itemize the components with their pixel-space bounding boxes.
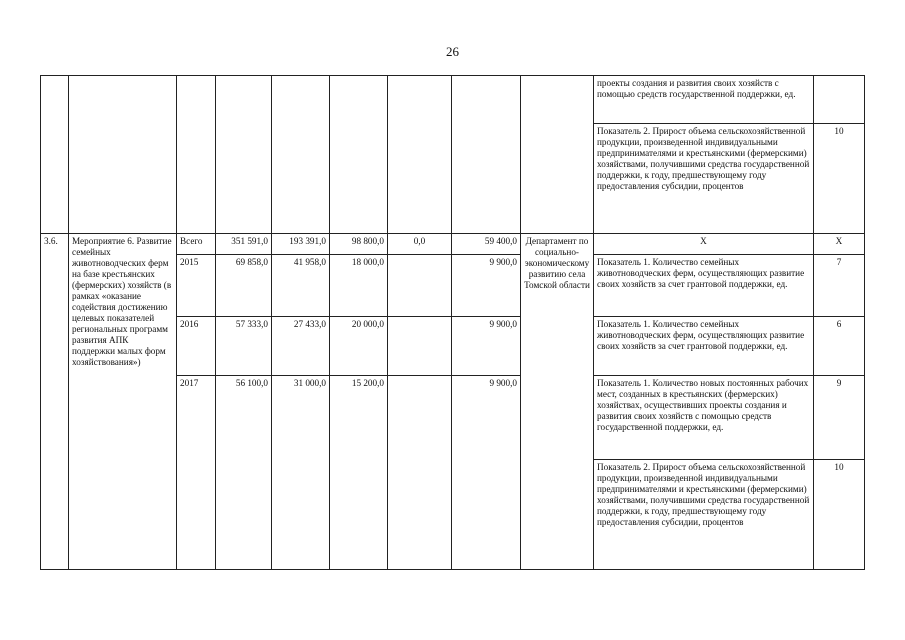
funding-cell	[388, 376, 452, 570]
funding-cell: 98 800,0	[330, 234, 388, 255]
executor-cell	[521, 76, 594, 234]
funding-cell: 15 200,0	[330, 376, 388, 570]
funding-cell	[388, 255, 452, 317]
funding-cell: 9 900,0	[452, 317, 521, 376]
funding-cell	[272, 76, 330, 234]
funding-cell: 59 400,0	[452, 234, 521, 255]
funding-cell: 9 900,0	[452, 255, 521, 317]
measure-name: Мероприятие 6. Развитие семейных животноводческих ферм на базе крестьянских (фермерских) хозяйств (в рамках «оказание содействия достижению целевых показателей региональных программ развития АПК поддержки малых форм хозяйствования»)	[69, 234, 177, 570]
indicator-cell: Показатель 1. Количество семейных животноводческих ферм, осуществляющих развитие своих хозяйств за счет грантовой поддержки, ед.	[594, 255, 814, 317]
funding-cell: 9 900,0	[452, 376, 521, 570]
indicator-cell: Х	[594, 234, 814, 255]
funding-cell: 31 000,0	[272, 376, 330, 570]
measure-code: 3.6.	[41, 234, 69, 570]
funding-cell	[330, 76, 388, 234]
value-cell: 7	[814, 255, 865, 317]
year-cell: 2015	[177, 255, 216, 317]
indicator-cell: Показатель 2. Прирост объема сельскохозяйственной продукции, произведенной индивидуальными предпринимателями и крестьянскими (фермерскими) хозяйствами, получившими средства государственной поддержки, к году, предшествующему году предоставления субсидии, процентов	[594, 460, 814, 570]
executor-cell: Департамент по социально-экономическому развитию села Томской области	[521, 234, 594, 570]
total-cell: 56 100,0	[216, 376, 272, 570]
funding-cell	[388, 317, 452, 376]
year-cell	[177, 76, 216, 234]
table-row	[41, 76, 865, 124]
value-cell: 9	[814, 376, 865, 460]
value-cell	[814, 76, 865, 124]
funding-cell	[452, 76, 521, 234]
indicator-cell: Показатель 1. Количество новых постоянных рабочих мест, созданных в крестьянских (фермерских) хозяйствах, осуществивших проекты создания и развития своих хозяйств с помощью средств государственной поддержки, ед.	[594, 376, 814, 460]
total-cell	[216, 76, 272, 234]
year-cell: 2017	[177, 376, 216, 570]
funding-cell: 27 433,0	[272, 317, 330, 376]
year-cell: Всего	[177, 234, 216, 255]
funding-cell: 20 000,0	[330, 317, 388, 376]
indicator-cell: Показатель 2. Прирост объема сельскохозяйственной продукции, произведенной индивидуальными предпринимателями и крестьянскими (фермерскими) хозяйствами, получившими средства государственной поддержки, к году, предшествующему году предоставления субсидии, процентов	[594, 124, 814, 234]
indicator-cell: Показатель 1. Количество семейных животноводческих ферм, осуществляющих развитие своих хозяйств за счет грантовой поддержки, ед.	[594, 317, 814, 376]
funding-cell: 41 958,0	[272, 255, 330, 317]
funding-cell: 0,0	[388, 234, 452, 255]
value-cell: 10	[814, 460, 865, 570]
total-cell: 57 333,0	[216, 317, 272, 376]
name-cell	[69, 76, 177, 234]
value-cell: 6	[814, 317, 865, 376]
funding-cell: 18 000,0	[330, 255, 388, 317]
value-cell: 10	[814, 124, 865, 234]
code-cell	[41, 76, 69, 234]
total-cell: 351 591,0	[216, 234, 272, 255]
program-measures-table	[40, 75, 865, 570]
indicator-cell: проекты создания и развития своих хозяйств с помощью средств государственной поддержки, ед.	[594, 76, 814, 124]
value-cell: Х	[814, 234, 865, 255]
total-cell: 69 858,0	[216, 255, 272, 317]
funding-cell	[388, 76, 452, 234]
page-number: 26	[446, 44, 459, 59]
table-row	[41, 234, 865, 255]
year-cell: 2016	[177, 317, 216, 376]
funding-cell: 193 391,0	[272, 234, 330, 255]
